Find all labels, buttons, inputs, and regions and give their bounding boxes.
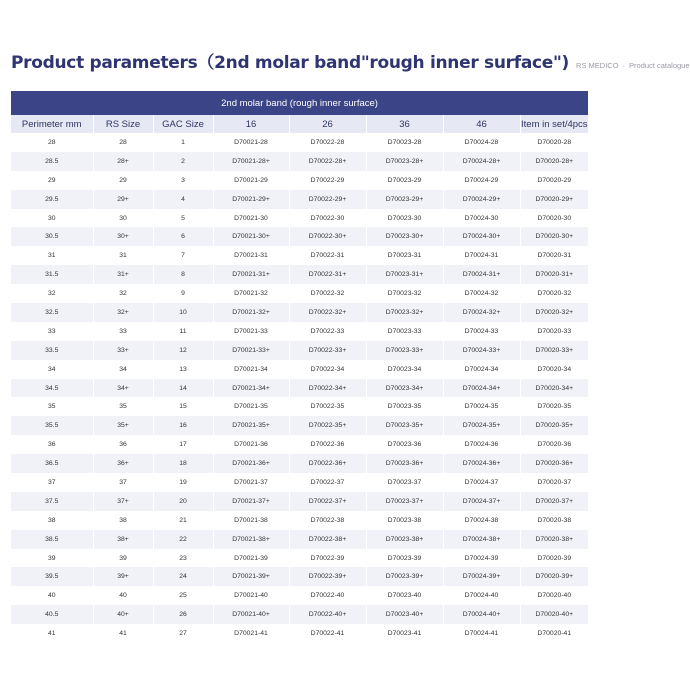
table-cell: 34.5	[11, 379, 93, 398]
table-cell: D70020-29	[520, 171, 588, 190]
table-cell: D70024-38+	[443, 530, 520, 549]
table-row	[11, 397, 588, 416]
table-row	[11, 133, 588, 152]
table-cell: D70023-30	[366, 209, 443, 228]
table-cell: 32.5	[11, 303, 93, 322]
table-cell: 8	[153, 265, 213, 284]
table-cell: 32+	[93, 303, 153, 322]
table-cell: D70021-30	[213, 209, 289, 228]
table-cell: D70023-34+	[366, 379, 443, 398]
table-row	[11, 246, 588, 265]
table-cell: D70024-31	[443, 246, 520, 265]
table-cell: D70022-38+	[289, 530, 366, 549]
table-cell: D70023-39	[366, 549, 443, 568]
table-cell: D70023-32+	[366, 303, 443, 322]
table-cell: D70024-33	[443, 322, 520, 341]
table-row	[11, 511, 588, 530]
table-cell: 39	[47, 554, 56, 562]
table-cell: D70020-38+	[520, 530, 588, 549]
table-cell: D70022-35+	[289, 416, 366, 435]
table-cell: 37+	[93, 492, 153, 511]
table-row	[11, 416, 588, 435]
table-cell: D70020-32+	[520, 303, 588, 322]
table-row	[11, 227, 588, 246]
table-cell: D70021-37+	[213, 492, 289, 511]
table-cell: D70022-30+	[289, 227, 366, 246]
column-header: 16	[213, 115, 289, 133]
table-cell: D70020-33+	[520, 341, 588, 360]
table-cell: D70022-37	[289, 473, 366, 492]
table-cell: D70022-34	[289, 360, 366, 379]
table-cell: D70024-34+	[443, 379, 520, 398]
table-cell: 2	[153, 152, 213, 171]
table-cell: D70024-29+	[443, 190, 520, 209]
table-cell: D70023-38+	[366, 530, 443, 549]
column-header: RS Size	[93, 115, 153, 133]
page-title: Product parameters（2nd molar band"rough inner surface")	[11, 53, 570, 73]
table-cell: D70022-39+	[289, 567, 366, 586]
table-cell: 12	[153, 341, 213, 360]
table-cell: D70020-31	[520, 246, 588, 265]
catalogue-label: Product catalogue	[629, 61, 690, 70]
table-cell: D70020-28+	[520, 152, 588, 171]
table-cell: 26	[153, 605, 213, 624]
table-cell: 36	[93, 435, 153, 454]
table-cell: 24	[153, 567, 213, 586]
table-cell: 36+	[93, 454, 153, 473]
table-cell: D70024-28+	[443, 152, 520, 171]
table-cell: D70024-31+	[443, 265, 520, 284]
table-row	[11, 492, 588, 511]
table-cell: 23	[153, 549, 213, 568]
table-cell: 37	[93, 473, 153, 492]
table-cell: D70023-32	[366, 284, 443, 303]
table-cell: D70021-28+	[213, 152, 289, 171]
table-cell: D70023-41	[366, 624, 443, 643]
table-cell: 27	[153, 624, 213, 643]
table-cell: D70020-37	[520, 473, 588, 492]
table-cell: D70024-33+	[443, 341, 520, 360]
table-row	[11, 530, 588, 549]
table-cell: 18	[153, 454, 213, 473]
table-cell: 29	[93, 171, 153, 190]
table-cell: D70023-34	[366, 360, 443, 379]
table-cell: D70022-28	[289, 133, 366, 152]
table-cell: D70021-34	[213, 360, 289, 379]
table-cell: D70024-37	[443, 473, 520, 492]
table-cell: D70020-40+	[520, 605, 588, 624]
table-cell: D70023-33	[366, 322, 443, 341]
table-cell: D70021-35	[213, 397, 289, 416]
table-cell: 35	[93, 397, 153, 416]
table-cell: 30	[47, 214, 56, 222]
table-cell: D70024-35+	[443, 416, 520, 435]
table-cell: D70020-40	[520, 586, 588, 605]
page-header	[11, 48, 690, 73]
table-cell: D70023-33+	[366, 341, 443, 360]
table-cell: D70021-38	[213, 511, 289, 530]
table-cell: D70021-33	[213, 322, 289, 341]
table-cell: 5	[153, 209, 213, 228]
table-cell: 20	[153, 492, 213, 511]
table-cell: D70021-39+	[213, 567, 289, 586]
table-cell: 11	[153, 322, 213, 341]
table-cell: D70022-35	[289, 397, 366, 416]
table-cell: 38	[47, 516, 56, 524]
table-cell: D70020-37+	[520, 492, 588, 511]
table-cell: D70022-34+	[289, 379, 366, 398]
table-cell: D70022-33+	[289, 341, 366, 360]
table-cell: 7	[153, 246, 213, 265]
table-cell: 1	[153, 133, 213, 152]
table-cell: D70020-38	[520, 511, 588, 530]
table-cell: 34	[93, 360, 153, 379]
table-cell: 30.5	[11, 227, 93, 246]
table-cell: D70024-40	[443, 586, 520, 605]
table-cell: D70020-34+	[520, 379, 588, 398]
table-cell: D70023-39+	[366, 567, 443, 586]
table-cell: 30+	[93, 227, 153, 246]
table-cell: D70020-39+	[520, 567, 588, 586]
table-cell: 25	[153, 586, 213, 605]
table-cell: D70022-39	[289, 549, 366, 568]
table-cell: 32	[47, 290, 56, 298]
table-body	[11, 133, 588, 643]
table-cell: D70022-29+	[289, 190, 366, 209]
table-cell: D70021-32	[213, 284, 289, 303]
table-cell: 41	[93, 624, 153, 643]
table-cell: 36	[47, 441, 56, 449]
table-cell: 3	[153, 171, 213, 190]
table-cell: D70024-39+	[443, 567, 520, 586]
table-cell: D70022-33	[289, 322, 366, 341]
table-cell: D70024-36	[443, 435, 520, 454]
table-cell: 34	[47, 365, 56, 373]
column-header: GAC Size	[153, 115, 213, 133]
table-cell: 31	[47, 252, 56, 260]
table-cell: D70020-39	[520, 549, 588, 568]
table-cell: 30	[93, 209, 153, 228]
table-cell: 32	[93, 284, 153, 303]
table-cell: 35	[47, 403, 56, 411]
table-row	[11, 265, 588, 284]
table-row	[11, 567, 588, 586]
table-row	[11, 341, 588, 360]
table-cell: D70024-36+	[443, 454, 520, 473]
table-cell: 41	[47, 630, 56, 638]
table-cell: D70023-31+	[366, 265, 443, 284]
table-cell: D70022-41	[289, 624, 366, 643]
table-cell: 40+	[93, 605, 153, 624]
table-cell: D70022-32+	[289, 303, 366, 322]
table-cell: D70024-30	[443, 209, 520, 228]
table-cell: 16	[153, 416, 213, 435]
table-cell: D70023-37+	[366, 492, 443, 511]
table-cell: D70021-41	[213, 624, 289, 643]
table-cell: D70020-29+	[520, 190, 588, 209]
table-row	[11, 190, 588, 209]
table-cell: D70020-35+	[520, 416, 588, 435]
table-cell: D70021-34+	[213, 379, 289, 398]
table-cell: D70022-40+	[289, 605, 366, 624]
table-cell: D70022-31	[289, 246, 366, 265]
page-subtitle	[576, 61, 689, 70]
table-row	[11, 209, 588, 228]
table-cell: D70020-30+	[520, 227, 588, 246]
table-row	[11, 435, 588, 454]
table-cell: 37	[47, 478, 56, 486]
table-row	[11, 303, 588, 322]
table-cell: D70022-29	[289, 171, 366, 190]
table-cell: D70024-35	[443, 397, 520, 416]
table-cell: D70024-41	[443, 624, 520, 643]
table-cell: D70021-37	[213, 473, 289, 492]
table-cell: D70021-29+	[213, 190, 289, 209]
column-header: 26	[289, 115, 366, 133]
table-caption-row	[11, 91, 588, 115]
table-cell: D70021-31+	[213, 265, 289, 284]
table-row	[11, 605, 588, 624]
table-cell: 36.5	[11, 454, 93, 473]
table-cell: 39.5	[11, 567, 93, 586]
table-cell: D70023-35+	[366, 416, 443, 435]
table-cell: D70021-39	[213, 549, 289, 568]
table-cell: D70020-36	[520, 435, 588, 454]
table-cell: 28.5	[11, 152, 93, 171]
table-cell: D70024-37+	[443, 492, 520, 511]
table-cell: D70020-34	[520, 360, 588, 379]
table-cell: D70022-32	[289, 284, 366, 303]
table-cell: 29+	[93, 190, 153, 209]
table-cell: 38.5	[11, 530, 93, 549]
table-cell: D70020-33	[520, 322, 588, 341]
separator: ·	[622, 61, 626, 70]
column-header: Item in set/4pcs	[520, 115, 588, 133]
table-cell: 37.5	[11, 492, 93, 511]
table-cell: 22	[153, 530, 213, 549]
table-cell: D70020-32	[520, 284, 588, 303]
table-cell: D70021-29	[213, 171, 289, 190]
table-row	[11, 473, 588, 492]
table-row	[11, 454, 588, 473]
table-cell: 15	[153, 397, 213, 416]
table-row	[11, 152, 588, 171]
table-cell: D70020-35	[520, 397, 588, 416]
table-row	[11, 379, 588, 398]
table-cell: D70022-30	[289, 209, 366, 228]
table-cell: 38+	[93, 530, 153, 549]
table-cell: D70021-30+	[213, 227, 289, 246]
table-cell: D70023-35	[366, 397, 443, 416]
column-header-row	[11, 115, 588, 133]
table-cell: 28+	[93, 152, 153, 171]
table-cell: D70021-38+	[213, 530, 289, 549]
table-cell: 40.5	[11, 605, 93, 624]
table-cell: D70021-40	[213, 586, 289, 605]
table-cell: 40	[47, 592, 56, 600]
table-cell: 34+	[93, 379, 153, 398]
table-cell: D70022-38	[289, 511, 366, 530]
table-cell: D70022-40	[289, 586, 366, 605]
table-cell: D70024-32+	[443, 303, 520, 322]
table-cell: D70020-28	[520, 133, 588, 152]
table-cell: 33	[93, 322, 153, 341]
table-cell: 33+	[93, 341, 153, 360]
table-cell: 28	[93, 133, 153, 152]
column-header: 46	[443, 115, 520, 133]
product-table	[11, 91, 588, 643]
table-cell: 31+	[93, 265, 153, 284]
table-cell: 28	[47, 138, 56, 146]
table-cell: D70021-36+	[213, 454, 289, 473]
table-cell: D70023-30+	[366, 227, 443, 246]
table-cell: D70023-40+	[366, 605, 443, 624]
table-cell: D70022-36+	[289, 454, 366, 473]
table-cell: 13	[153, 360, 213, 379]
table-cell: 39	[93, 549, 153, 568]
table-cell: 10	[153, 303, 213, 322]
table-cell: D70024-32	[443, 284, 520, 303]
table-row	[11, 586, 588, 605]
table-cell: 35+	[93, 416, 153, 435]
table-cell: 6	[153, 227, 213, 246]
table-cell: D70020-31+	[520, 265, 588, 284]
table-row	[11, 624, 588, 643]
table-cell: D70024-39	[443, 549, 520, 568]
table-cell: D70021-35+	[213, 416, 289, 435]
table-row	[11, 322, 588, 341]
table-cell: D70022-37+	[289, 492, 366, 511]
table-cell: 14	[153, 379, 213, 398]
table-cell: D70020-41	[520, 624, 588, 643]
table-cell: 40	[93, 586, 153, 605]
table-row	[11, 360, 588, 379]
table-cell: 9	[153, 284, 213, 303]
table-cell: D70023-40	[366, 586, 443, 605]
table-cell: 38	[93, 511, 153, 530]
table-cell: D70021-36	[213, 435, 289, 454]
table-caption: 2nd molar band (rough inner surface)	[11, 91, 588, 115]
table-cell: 21	[153, 511, 213, 530]
table-cell: D70020-30	[520, 209, 588, 228]
table-cell: 31	[93, 246, 153, 265]
table-cell: 39+	[93, 567, 153, 586]
table-cell: D70023-38	[366, 511, 443, 530]
table-cell: 19	[153, 473, 213, 492]
table-cell: D70023-36+	[366, 454, 443, 473]
brand-name: RS MEDICO	[576, 61, 619, 70]
table-cell: 29.5	[11, 190, 93, 209]
table-cell: D70022-28+	[289, 152, 366, 171]
table-cell: D70022-36	[289, 435, 366, 454]
table-cell: D70022-31+	[289, 265, 366, 284]
table-cell: D70021-40+	[213, 605, 289, 624]
table-row	[11, 284, 588, 303]
table-cell: D70023-29+	[366, 190, 443, 209]
table-cell: D70021-32+	[213, 303, 289, 322]
table-cell: D70023-28+	[366, 152, 443, 171]
table-cell: D70024-29	[443, 171, 520, 190]
table-cell: D70023-28	[366, 133, 443, 152]
column-header: 36	[366, 115, 443, 133]
table-cell: 33	[47, 327, 56, 335]
table-cell: D70024-40+	[443, 605, 520, 624]
table-cell: D70023-37	[366, 473, 443, 492]
table-cell: D70024-34	[443, 360, 520, 379]
table-cell: D70024-30+	[443, 227, 520, 246]
column-header: Perimeter mm	[11, 115, 93, 133]
table-cell: D70023-36	[366, 435, 443, 454]
table-cell: 33.5	[11, 341, 93, 360]
table-cell: 31.5	[11, 265, 93, 284]
table-cell: 17	[153, 435, 213, 454]
table-row	[11, 549, 588, 568]
table-cell: D70021-31	[213, 246, 289, 265]
table-cell: D70024-38	[443, 511, 520, 530]
table-cell: 29	[47, 176, 56, 184]
table-cell: D70021-33+	[213, 341, 289, 360]
table-cell: D70024-28	[443, 133, 520, 152]
table-cell: D70021-28	[213, 133, 289, 152]
table-cell: 4	[153, 190, 213, 209]
table-cell: D70020-36+	[520, 454, 588, 473]
table-cell: D70023-31	[366, 246, 443, 265]
table-cell: D70023-29	[366, 171, 443, 190]
table-row	[11, 171, 588, 190]
table-cell: 35.5	[11, 416, 93, 435]
